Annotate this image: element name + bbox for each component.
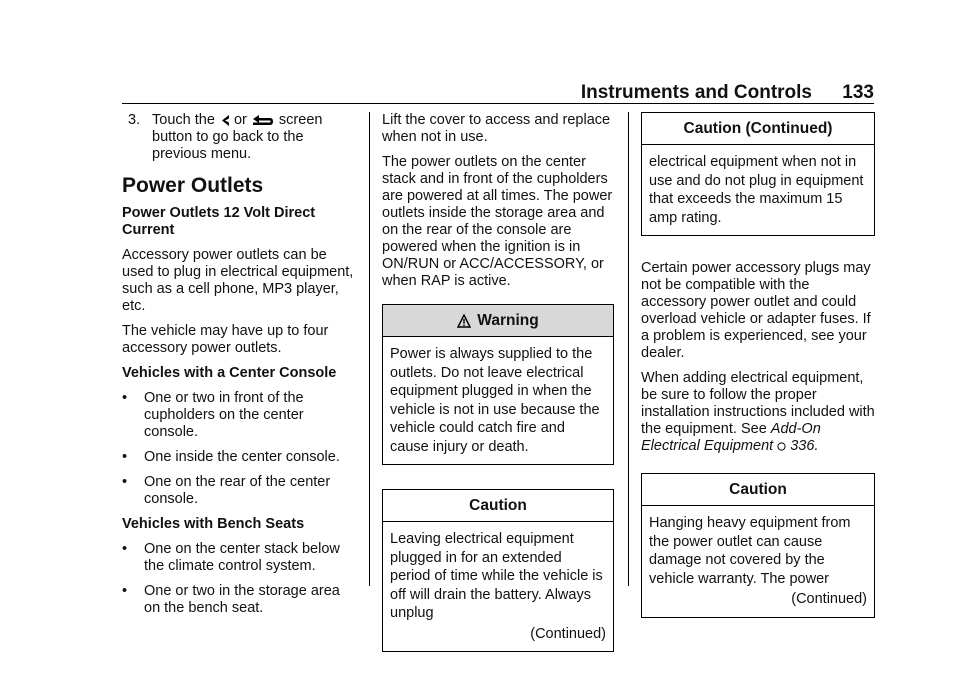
caution-continued-header: Caution (Continued) bbox=[642, 113, 874, 145]
add-on-electrical-link[interactable]: Add-On Electrical Equipment bbox=[641, 421, 821, 454]
caution-box bbox=[382, 489, 614, 652]
heading-power-outlets: Power Outlets bbox=[122, 174, 264, 197]
bullet-icon: • bbox=[122, 583, 128, 599]
list-item: • One on the center stack below the climate control system. bbox=[122, 541, 340, 574]
warning-header bbox=[383, 305, 613, 337]
page-number: 133 bbox=[842, 82, 874, 103]
continued-label: (Continued) bbox=[530, 625, 606, 642]
step-text-post: screen button to go back to the previous menu. bbox=[152, 112, 323, 162]
column-3 bbox=[641, 112, 875, 642]
page-reference[interactable]: 336 bbox=[790, 438, 815, 454]
caution-header: Caution bbox=[383, 490, 613, 522]
list-item: • One or two in the storage area on the bench seat. bbox=[122, 583, 340, 616]
bullet-icon: • bbox=[122, 390, 128, 406]
warning-box bbox=[382, 304, 614, 465]
return-arrow-icon bbox=[251, 114, 275, 127]
caution-body: Hanging heavy equipment from the power outlet can cause damage not covered by the vehicle warranty. The power bbox=[649, 515, 851, 587]
warning-title: Warning bbox=[477, 312, 539, 329]
back-arrow-icon bbox=[219, 114, 230, 127]
paragraph: Lift the cover to access and replace when not in use. bbox=[382, 112, 611, 145]
warning-triangle-icon bbox=[457, 314, 471, 328]
caution-continued-box bbox=[641, 112, 875, 236]
column-divider bbox=[628, 112, 629, 586]
page-header bbox=[122, 80, 874, 104]
paragraph: Accessory power outlets can be used to plug in electrical equipment, such as a cell phone, MP3 player, etc. bbox=[122, 247, 354, 314]
paragraph: The power outlets on the center stack and in front of the cupholders are powered at all times. The power outlets inside the storage area and on the rear of the console are powered when the ignition is in ON/RUN or ACC/ACCESSORY, or when RAP is active. bbox=[382, 154, 613, 289]
page-ref-icon bbox=[777, 442, 786, 451]
bullet-icon: • bbox=[122, 449, 128, 465]
caution-continued-body: electrical equipment when not in use and do not plug in equipment that exceeds the maximum 15 amp rating. bbox=[649, 154, 864, 226]
step-number: 3. bbox=[128, 112, 141, 128]
subheading-12v: Power Outlets 12 Volt Direct Current bbox=[122, 205, 316, 238]
step-text-or: or bbox=[233, 112, 247, 128]
column-divider bbox=[369, 112, 370, 586]
list-item: • One on the rear of the center console. bbox=[122, 474, 331, 507]
list-item: • One or two in front of the cupholders on the center console. bbox=[122, 390, 304, 440]
paragraph: The vehicle may have up to four accessory power outlets. bbox=[122, 323, 329, 356]
continued-label: (Continued) bbox=[791, 591, 867, 607]
paragraph-text: When adding electrical equipment, be sure to follow the proper installation instructions included with the equipment. See bbox=[641, 370, 875, 437]
warning-body: Power is always supplied to the outlets. Do not leave electrical equipment plugged in when the vehicle is not in use because the vehicle could catch fire and cause injury or death. bbox=[390, 346, 600, 455]
bullet-icon: • bbox=[122, 541, 128, 557]
caution-body: Leaving electrical equipment plugged in for an extended period of time while the vehicle is off will drain the battery. Always unplug bbox=[390, 531, 603, 621]
column-2 bbox=[382, 112, 614, 676]
paragraph: Certain power accessory plugs may not be compatible with the accessory power outlet and could overload vehicle or adapter fuses. If a problem is experienced, see your dealer. bbox=[641, 260, 871, 361]
caution-box-2 bbox=[641, 473, 875, 618]
step-text-pre: Touch the bbox=[152, 112, 215, 128]
group-title-center-console: Vehicles with a Center Console bbox=[122, 365, 337, 381]
section-title: Instruments and Controls bbox=[580, 82, 812, 103]
group-title-bench-seats: Vehicles with Bench Seats bbox=[122, 516, 305, 532]
paragraph: When adding electrical equipment, be sure to follow the proper installation instructions included with the equipment. See Add-On Electrical Equipment 336. bbox=[641, 370, 875, 454]
list-item: • One inside the center console. bbox=[122, 449, 340, 465]
bullet-icon: • bbox=[122, 474, 128, 490]
column-1 bbox=[122, 112, 358, 625]
caution-header: Caution bbox=[642, 474, 874, 506]
step-3 bbox=[122, 112, 358, 163]
